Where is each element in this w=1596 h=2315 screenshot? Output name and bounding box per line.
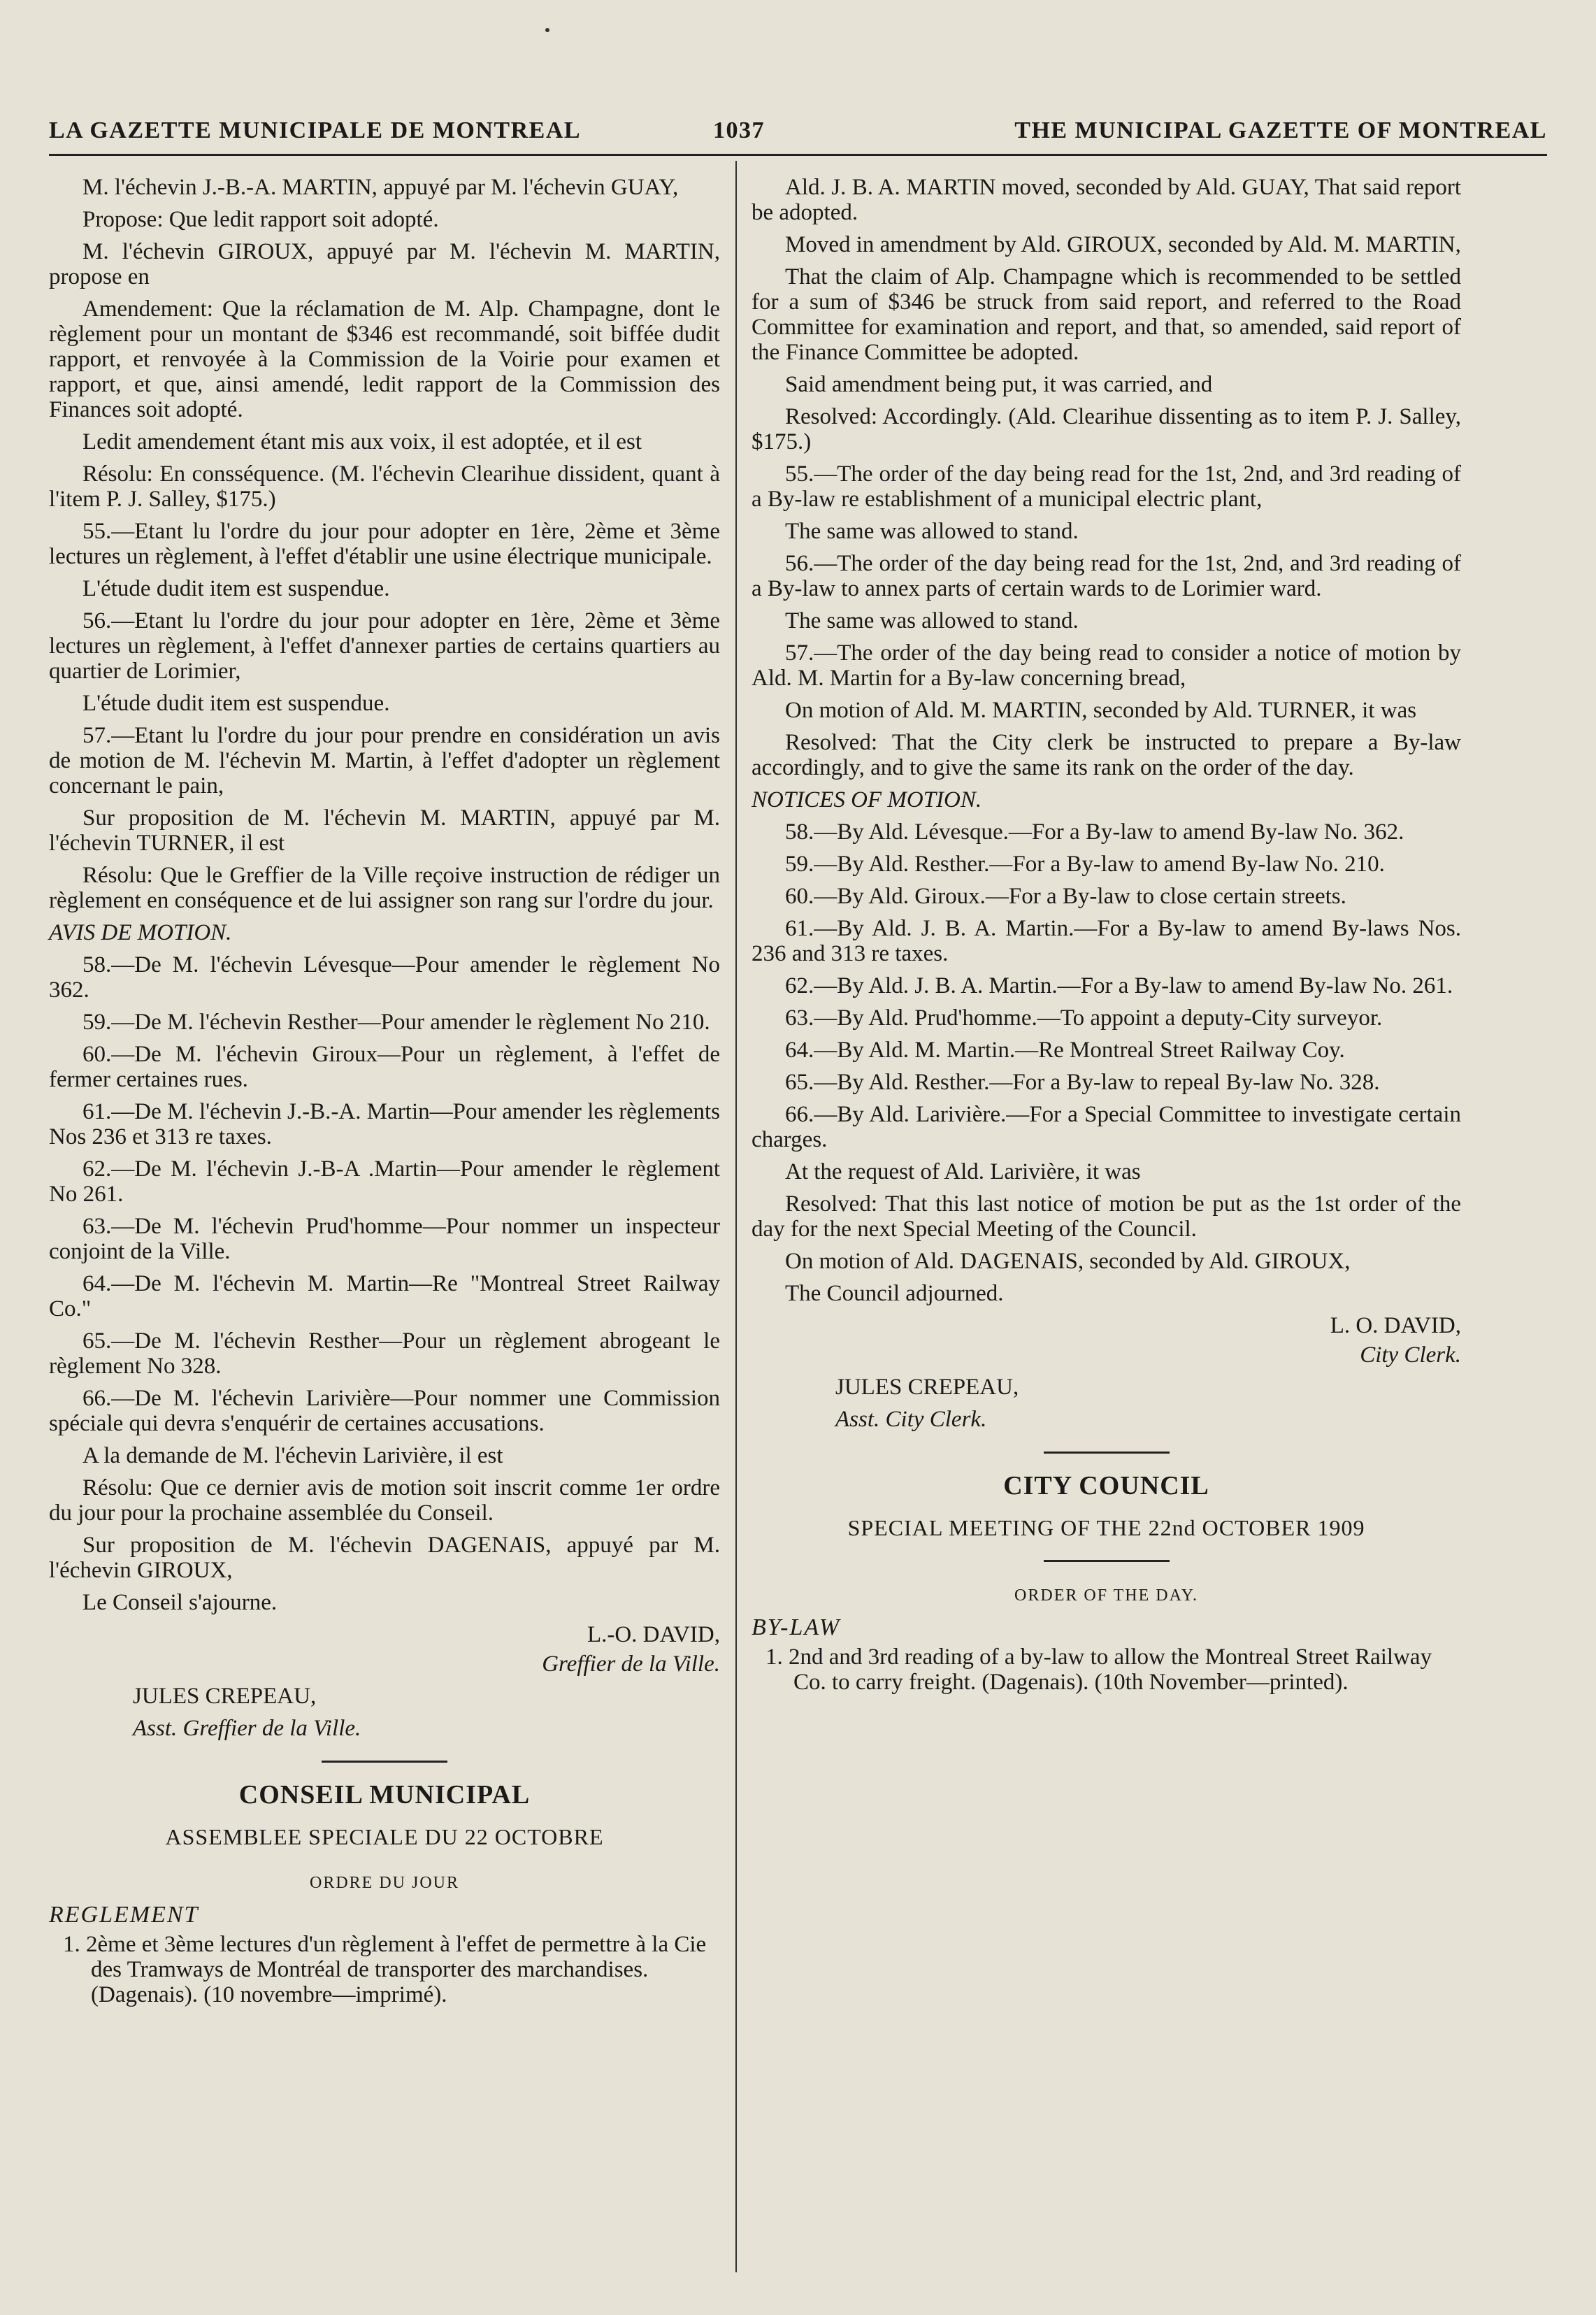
fr-para: 56.—Etant lu l'ordre du jour pour adopter en 1ère, 2ème et 3ème lectures un règlement, à l'effet d'annexer parties de certains quartiers au quartier de Lorimier,: [49, 608, 720, 684]
fr-para: L'étude dudit item est suspendue.: [82, 691, 390, 716]
en-para: Resolved: Accordingly. (Ald. Clearihue dissenting as to item P. J. Salley, $175.): [752, 404, 1461, 454]
en-notices-heading: NOTICES OF MOTION.: [752, 787, 982, 812]
fr-notice: 66.—De M. l'échevin Larivière—Pour nommer une Commission spéciale qui devra s'enquérir de certaines accusations.: [49, 1386, 720, 1436]
fr-notice: 59.—De M. l'échevin Resther—Pour amender le règlement No 210.: [82, 1010, 710, 1035]
en-section-rule: [1044, 1452, 1170, 1454]
fr-notice: 63.—De M. l'échevin Prud'homme—Pour nommer un inspecteur conjoint de la Ville.: [49, 1214, 720, 1264]
fr-notice: 64.—De M. l'échevin M. Martin—Re "Montreal Street Railway Co.": [49, 1271, 720, 1321]
fr-para: 55.—Etant lu l'ordre du jour pour adopter en 1ère, 2ème et 3ème lectures un règlement, à l'effet d'établir une usine électrique municipale.: [49, 519, 720, 569]
fr-notice: 65.—De M. l'échevin Resther—Pour un règlement abrogeant le règlement No 328.: [49, 1328, 720, 1379]
en-para: 56.—The order of the day being read for the 1st, 2nd, and 3rd reading of a By-law to annex parts of certain wards to de Lorimier ward.: [752, 551, 1461, 601]
en-notice: 63.—By Ald. Prud'homme.—To appoint a deputy-City surveyor.: [785, 1005, 1383, 1031]
fr-closing: Résolu: Que ce dernier avis de motion soit inscrit comme 1er ordre du jour pour la prochaine assemblée du Conseil.: [49, 1475, 720, 1526]
fr-signature-name: L.-O. DAVID,: [587, 1622, 720, 1647]
en-para: The same was allowed to stand.: [785, 519, 1079, 544]
en-notice: 66.—By Ald. Larivière.—For a Special Committee to investigate certain charges.: [752, 1102, 1461, 1152]
en-signature-title: City Clerk.: [1360, 1342, 1461, 1368]
fr-para: M. l'échevin GIROUX, appuyé par M. l'échevin M. MARTIN, propose en: [49, 239, 720, 289]
fr-council-title: CONSEIL MUNICIPAL: [238, 1780, 531, 1809]
en-signature-name: L. O. DAVID,: [1330, 1313, 1461, 1338]
page-header: [49, 117, 1547, 157]
en-council-title: CITY COUNCIL: [1003, 1471, 1209, 1500]
en-closing: At the request of Ald. Larivière, it was: [785, 1159, 1141, 1184]
fr-bylaw-item: 1. 2ème et 3ème lectures d'un règlement à l'effet de permettre à la Cie des Tramways de Montréal de transporter des marchandises. (Dagenais). (10 novembre—imprimé).: [63, 1932, 707, 2007]
fr-para: Résolu: En consséquence. (M. l'échevin Clearihue dissident, quant à l'item P. J. Salley, $175.): [49, 461, 720, 512]
en-para: The same was allowed to stand.: [785, 608, 1079, 633]
fr-notice: 60.—De M. l'échevin Giroux—Pour un règlement, à l'effet de fermer certaines rues.: [49, 1042, 720, 1092]
fr-signature-title: Greffier de la Ville.: [542, 1651, 720, 1677]
fr-closing: Sur proposition de M. l'échevin DAGENAIS, appuyé par M. l'échevin GIROUX,: [49, 1533, 720, 1583]
en-order-title: ORDER OF THE DAY.: [1014, 1586, 1198, 1605]
en-notice: 59.—By Ald. Resther.—For a By-law to amend By-law No. 210.: [785, 852, 1385, 877]
fr-para: M. l'échevin J.-B.-A. MARTIN, appuyé par M. l'échevin GUAY,: [82, 175, 679, 200]
en-notice: 58.—By Ald. Lévesque.—For a By-law to amend By-law No. 362.: [785, 819, 1404, 845]
french-column: [49, 175, 720, 2007]
fr-para: Résolu: Que le Greffier de la Ville reçoive instruction de rédiger un règlement en conséquence et de lui assigner son rang sur l'ordre du jour.: [49, 863, 720, 913]
fr-notice: 62.—De M. l'échevin J.-B-A .Martin—Pour amender le règlement No 261.: [49, 1156, 720, 1207]
en-para: Moved in amendment by Ald. GIROUX, seconded by Ald. M. MARTIN,: [785, 232, 1461, 257]
fr-para: L'étude dudit item est suspendue.: [82, 576, 390, 601]
fr-closing: Le Conseil s'ajourne.: [82, 1590, 278, 1615]
en-para: Ald. J. B. A. MARTIN moved, seconded by Ald. GUAY, That said report be adopted.: [752, 175, 1461, 225]
fr-notices-heading: AVIS DE MOTION.: [49, 920, 232, 945]
en-meeting-rule: [1044, 1560, 1170, 1562]
en-notice: 64.—By Ald. M. Martin.—Re Montreal Street Railway Coy.: [785, 1038, 1345, 1063]
fr-bylaw-heading: REGLEMENT: [49, 1902, 199, 1928]
fr-para: Sur proposition de M. l'échevin M. MARTIN, appuyé par M. l'échevin TURNER, il est: [49, 805, 720, 856]
en-notice: 62.—By Ald. J. B. A. Martin.—For a By-law to amend By-law No. 261.: [785, 973, 1453, 998]
en-bylaw-item: 1. 2nd and 3rd reading of a by-law to allow the Montreal Street Railway Co. to carry freight. (Dagenais). (10th November—printed).: [765, 1644, 1432, 1695]
header-french-title: LA GAZETTE MUNICIPALE DE MONTREAL: [49, 117, 582, 143]
fr-para: Ledit amendement étant mis aux voix, il est adoptée, et il est: [82, 429, 642, 454]
page-number: 1037: [713, 117, 765, 143]
fr-section-rule: [322, 1761, 447, 1763]
en-para: That the claim of Alp. Champagne which is recommended to be settled for a sum of $346 be struck from said report, and referred to the Road Committee for examination and report, and that, so amended, said report of the Finance Committee be adopted.: [752, 264, 1461, 365]
en-closing: The Council adjourned.: [785, 1281, 1004, 1306]
column-divider: [735, 161, 737, 2272]
en-assistant-title: Asst. City Clerk.: [835, 1407, 987, 1432]
header-english-title: THE MUNICIPAL GAZETTE OF MONTREAL: [1014, 117, 1547, 143]
en-notice: 65.—By Ald. Resther.—For a By-law to repeal By-law No. 328.: [785, 1070, 1380, 1095]
fr-notice: 58.—De M. l'échevin Lévesque—Pour amender le règlement No 362.: [49, 952, 720, 1003]
fr-order-title: ORDRE DU JOUR: [309, 1874, 459, 1892]
en-para: 57.—The order of the day being read to consider a notice of motion by Ald. M. Martin for a By-law concerning bread,: [752, 640, 1461, 691]
en-para: Resolved: That the City clerk be instructed to prepare a By-law accordingly, and to give the same its rank on the order of the day.: [752, 730, 1461, 780]
en-bylaw-heading: BY-LAW: [752, 1614, 841, 1640]
fr-para: Propose: Que ledit rapport soit adopté.: [82, 207, 439, 232]
en-notice: 61.—By Ald. J. B. A. Martin.—For a By-law to amend By-laws Nos. 236 and 313 re taxes.: [752, 916, 1461, 966]
fr-closing: A la demande de M. l'échevin Larivière, il est: [82, 1443, 503, 1468]
en-assistant-name: JULES CREPEAU,: [835, 1375, 1019, 1400]
fr-assistant-title: Asst. Greffier de la Ville.: [133, 1716, 361, 1741]
fr-notice: 61.—De M. l'échevin J.-B.-A. Martin—Pour amender les règlements Nos 236 et 313 re taxes.: [49, 1099, 720, 1149]
fr-para: Amendement: Que la réclamation de M. Alp. Champagne, dont le règlement pour un montant de $346 est recommandé, soit biffée dudit rapport, et renvoyée à la Commission de la Voirie pour examen et rapport, et que, ainsi amendé, ledit rapport de la Commission des Finances soit adopté.: [49, 296, 720, 422]
en-meeting-title: SPECIAL MEETING OF THE 22nd OCTOBER 1909: [847, 1515, 1365, 1540]
en-para: 55.—The order of the day being read for the 1st, 2nd, and 3rd reading of a By-law re establishment of a municipal electric plant,: [752, 461, 1461, 512]
en-para: On motion of Ald. M. MARTIN, seconded by Ald. TURNER, it was: [785, 698, 1417, 723]
english-column: [752, 175, 1461, 1695]
en-notice: 60.—By Ald. Giroux.—For a By-law to close certain streets.: [785, 884, 1346, 909]
ink-speck: [545, 28, 549, 32]
header-rule: [49, 154, 1547, 156]
en-closing: On motion of Ald. DAGENAIS, seconded by Ald. GIROUX,: [785, 1249, 1351, 1274]
fr-assistant-name: JULES CREPEAU,: [133, 1684, 317, 1709]
fr-meeting-title: ASSEMBLEE SPECIALE DU 22 OCTOBRE: [165, 1824, 604, 1849]
en-closing: Resolved: That this last notice of motion be put as the 1st order of the day for the next Special Meeting of the Council.: [752, 1191, 1461, 1242]
en-para: Said amendment being put, it was carried, and: [785, 372, 1213, 397]
fr-para: 57.—Etant lu l'ordre du jour pour prendre en considération un avis de motion de M. l'échevin M. Martin, à l'effet d'adopter un règlement concernant le pain,: [49, 723, 720, 798]
